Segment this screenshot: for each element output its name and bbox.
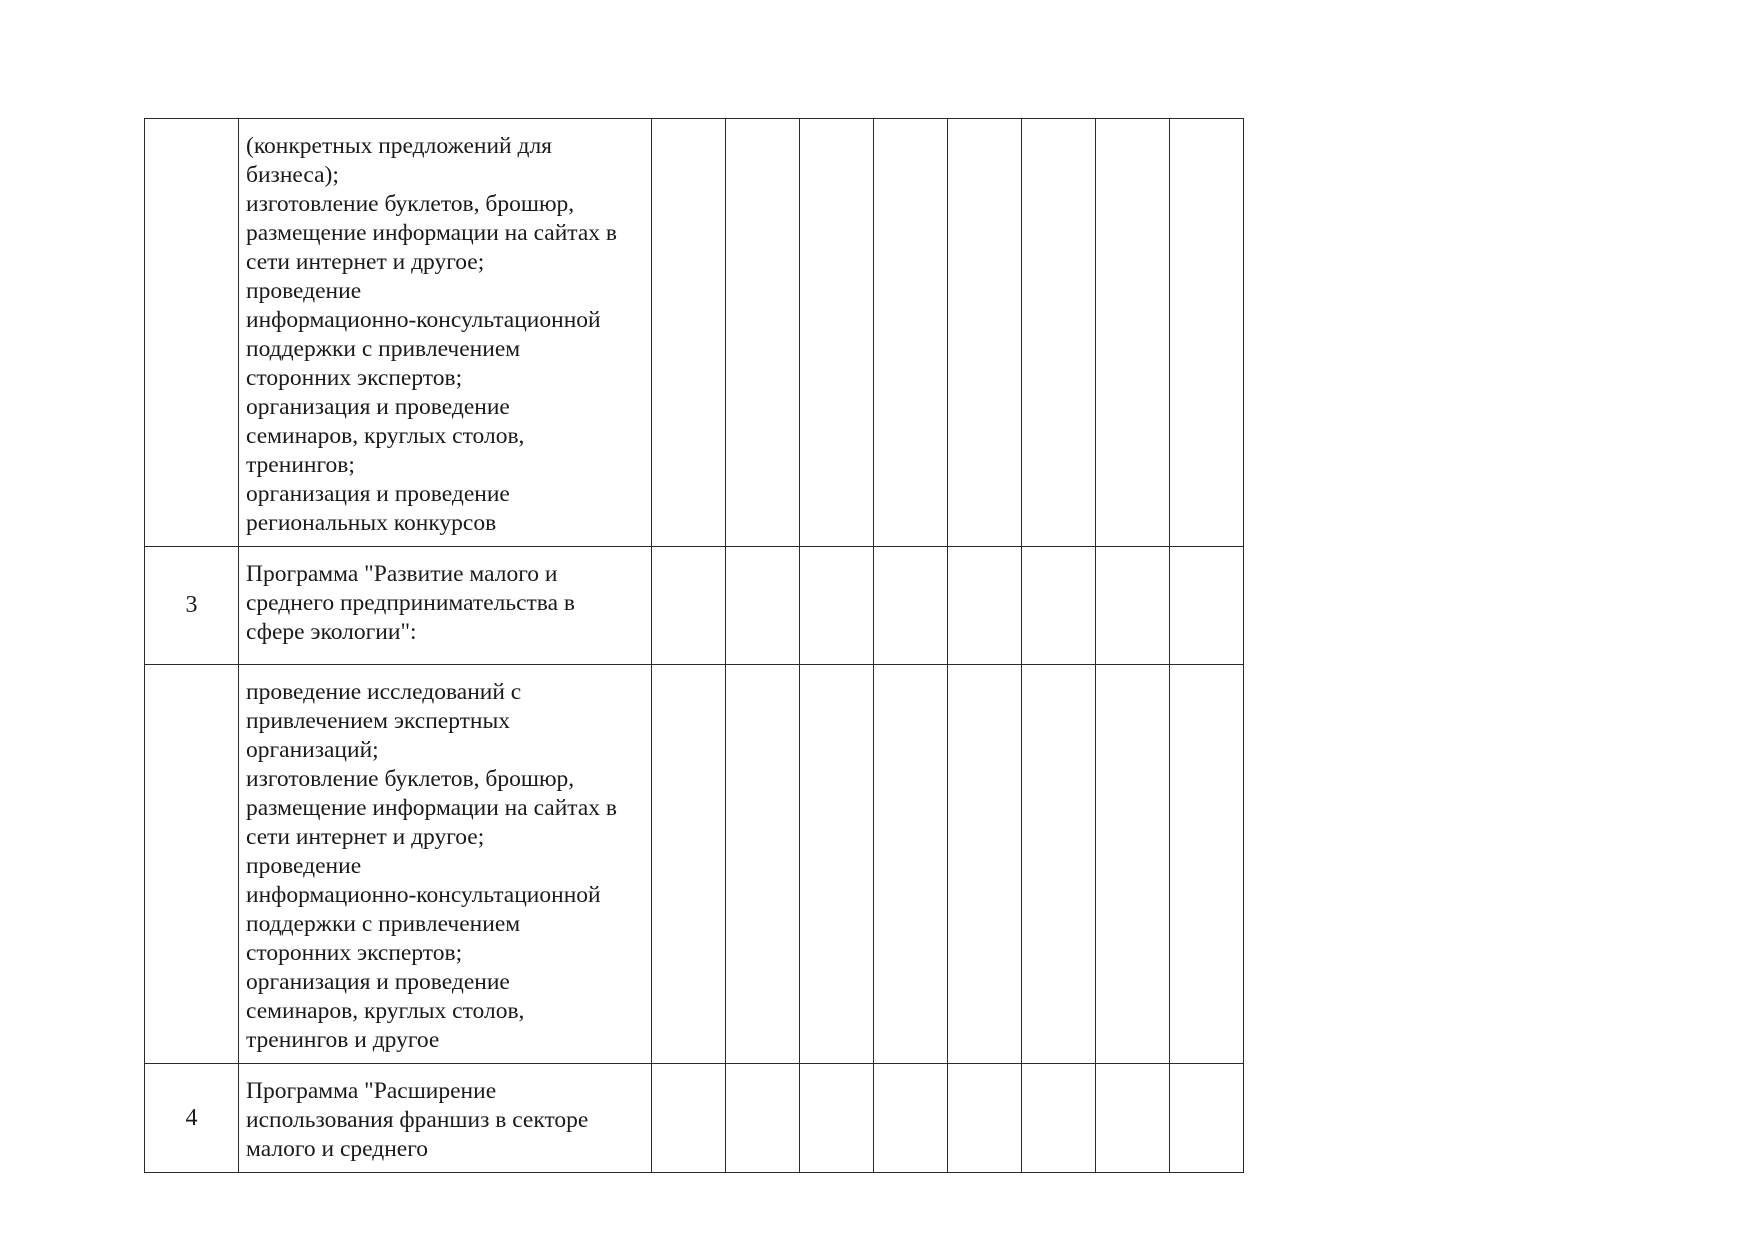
empty-cell — [652, 547, 726, 665]
text-line: поддержки с привлечением — [246, 336, 521, 362]
description-cell — [239, 665, 652, 1064]
empty-cell — [1096, 119, 1170, 547]
text-line: информационно-консультационной — [246, 882, 601, 908]
text-line: сети интернет и другое; — [246, 249, 485, 275]
empty-cell — [874, 547, 948, 665]
empty-cell — [948, 119, 1022, 547]
text-line: семинаров, круглых столов, — [246, 998, 525, 1024]
empty-cell — [1022, 119, 1096, 547]
text-line: проведение исследований с — [246, 679, 522, 705]
empty-cell — [1096, 547, 1170, 665]
text-line: Программа "Расширение — [246, 1078, 497, 1104]
empty-cell — [1170, 547, 1244, 665]
text-line: сторонних экспертов; — [246, 940, 463, 966]
empty-cell — [726, 547, 800, 665]
text-line: организация и проведение — [246, 969, 510, 995]
text-line: (конкретных предложений для — [246, 133, 552, 159]
empty-cell — [800, 1064, 874, 1173]
row-number-cell: 3 — [145, 547, 239, 665]
empty-cell — [800, 119, 874, 547]
empty-cell — [652, 119, 726, 547]
row-number-cell — [145, 665, 239, 1064]
empty-cell — [1022, 1064, 1096, 1173]
text-line: информационно-консультационной — [246, 307, 601, 333]
empty-cell — [800, 665, 874, 1064]
text-line: сети интернет и другое; — [246, 824, 485, 850]
empty-cell — [726, 119, 800, 547]
text-line: размещение информации на сайтах в — [246, 220, 617, 246]
text-line: малого и среднего — [246, 1136, 429, 1162]
empty-cell — [726, 1064, 800, 1173]
empty-cell — [948, 1064, 1022, 1173]
text-line: сфере экологии": — [246, 619, 417, 645]
empty-cell — [1022, 547, 1096, 665]
table-row — [145, 547, 1244, 665]
table-row — [145, 665, 1244, 1064]
table-row — [145, 119, 1244, 547]
text-line: проведение — [246, 853, 362, 879]
text-line: проведение — [246, 278, 362, 304]
empty-cell — [948, 665, 1022, 1064]
text-line: организаций; — [246, 737, 379, 763]
text-line: организация и проведение — [246, 394, 510, 420]
table-row — [145, 1064, 1244, 1173]
text-line: семинаров, круглых столов, — [246, 423, 525, 449]
text-line: Программа "Развитие малого и — [246, 561, 558, 587]
row-number-cell: 4 — [145, 1064, 239, 1173]
empty-cell — [948, 547, 1022, 665]
empty-cell — [1170, 119, 1244, 547]
text-line: организация и проведение — [246, 481, 510, 507]
text-line: среднего предпринимательства в — [246, 590, 575, 616]
text-line: использования франшиз в секторе — [246, 1107, 589, 1133]
program-title-cell — [239, 547, 652, 665]
empty-cell — [652, 665, 726, 1064]
empty-cell — [874, 665, 948, 1064]
text-line: сторонних экспертов; — [246, 365, 463, 391]
text-line: привлечением экспертных — [246, 708, 511, 734]
program-title-cell — [239, 1064, 652, 1173]
text-line: размещение информации на сайтах в — [246, 795, 617, 821]
empty-cell — [800, 547, 874, 665]
text-line: изготовление буклетов, брошюр, — [246, 766, 575, 792]
program-table — [144, 118, 1244, 1173]
empty-cell — [1096, 665, 1170, 1064]
row-number-cell — [145, 119, 239, 547]
empty-cell — [1170, 665, 1244, 1064]
description-cell — [239, 119, 652, 547]
empty-cell — [874, 119, 948, 547]
empty-cell — [652, 1064, 726, 1173]
text-line: тренингов и другое — [246, 1027, 440, 1053]
text-line: изготовление буклетов, брошюр, — [246, 191, 575, 217]
empty-cell — [726, 665, 800, 1064]
text-line: поддержки с привлечением — [246, 911, 521, 937]
empty-cell — [1022, 665, 1096, 1064]
text-line: бизнеса); — [246, 162, 339, 188]
text-line: региональных конкурсов — [246, 510, 497, 536]
text-line: тренингов; — [246, 452, 355, 478]
empty-cell — [874, 1064, 948, 1173]
empty-cell — [1096, 1064, 1170, 1173]
empty-cell — [1170, 1064, 1244, 1173]
